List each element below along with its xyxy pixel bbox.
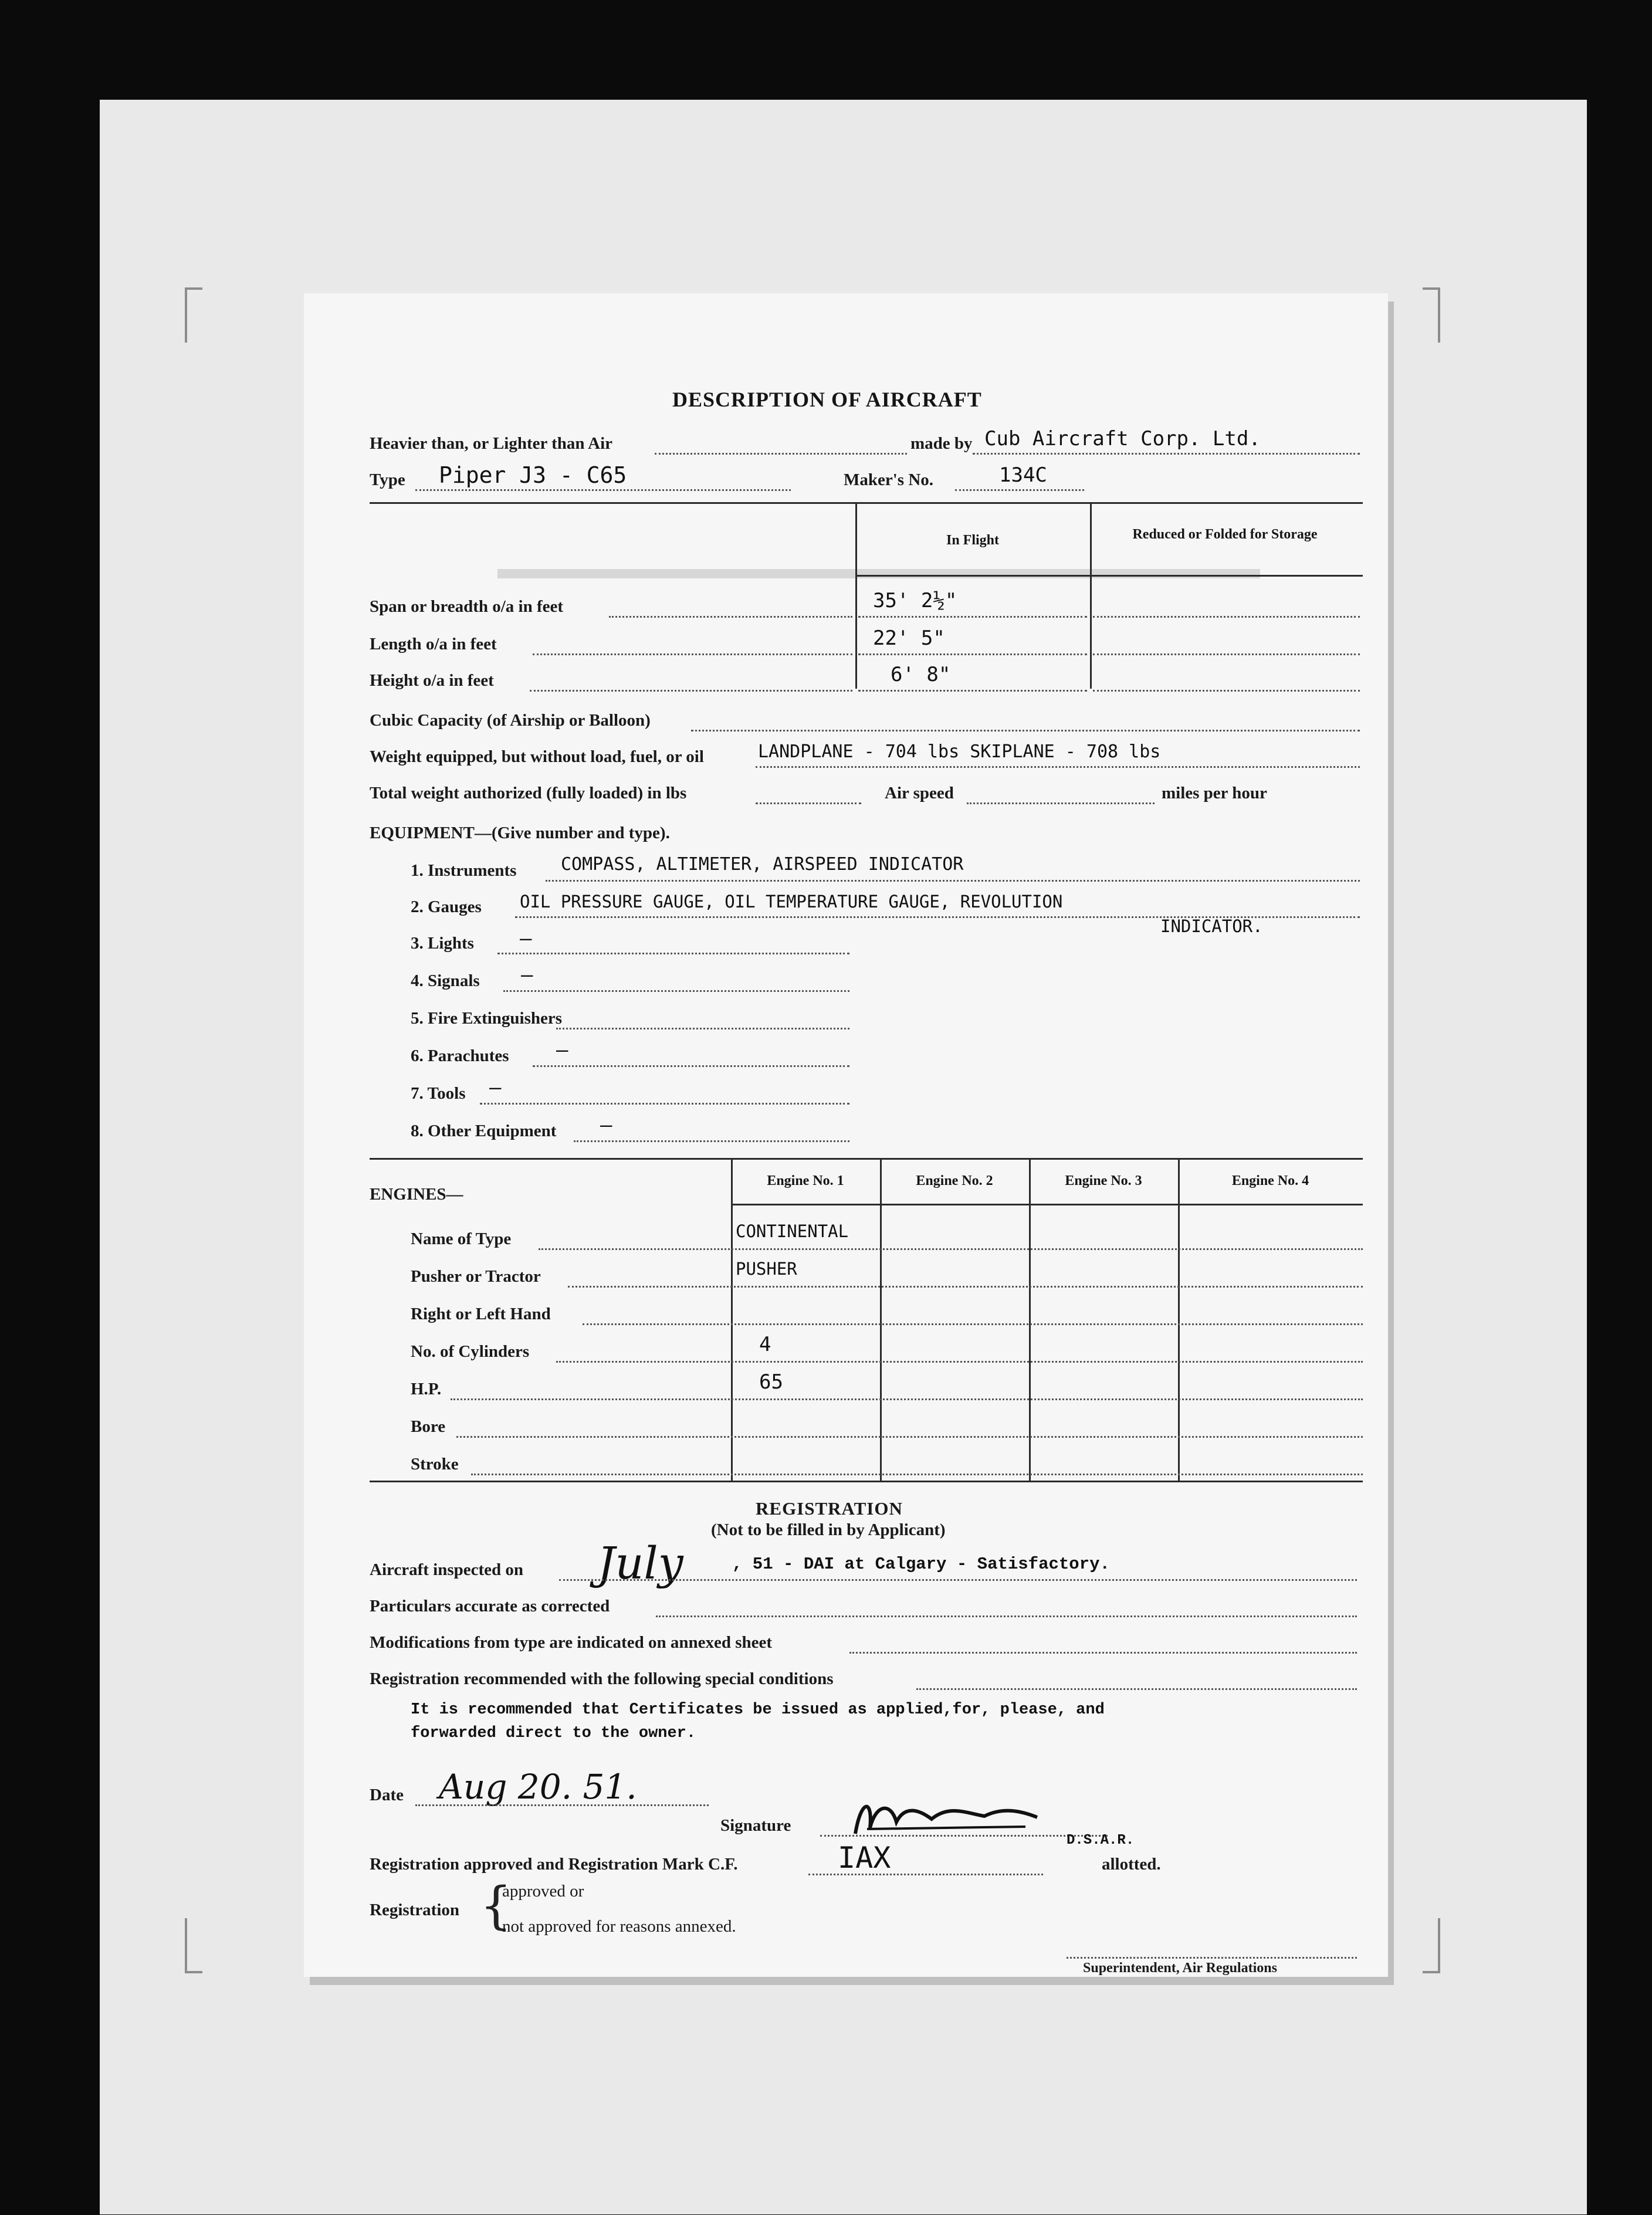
- length-label: Length o/a in feet: [370, 635, 497, 653]
- length-line: [533, 653, 852, 655]
- equip-lights-label: 3. Lights: [411, 934, 474, 953]
- date-label: Date: [370, 1786, 404, 1804]
- aircraft-description-form: [304, 293, 1388, 1977]
- type-line: [415, 489, 791, 491]
- type-label: Type: [370, 470, 405, 489]
- dsar-label: D.S.A.R.: [1067, 1833, 1135, 1848]
- recommended-line: [916, 1688, 1357, 1690]
- engine-hand-line: [583, 1323, 1363, 1325]
- inspected-typed: , 51 - DAI at Calgary - Satisfactory.: [732, 1554, 1110, 1574]
- length-flight-line: [858, 653, 1087, 655]
- equip-signals-value: —: [521, 963, 533, 987]
- made-by-label: made by: [910, 434, 973, 453]
- dim-table-divider-2: [1090, 502, 1092, 689]
- engine-cylinders-label: No. of Cylinders: [411, 1342, 530, 1361]
- engine-type-label: Name of Type: [411, 1230, 512, 1248]
- registration-label: Registration: [370, 1901, 460, 1919]
- length-value: 22' 5": [873, 626, 945, 650]
- signature-label: Signature: [720, 1816, 791, 1835]
- dim-table-divider-1: [855, 502, 857, 689]
- superintendent-rule: [1067, 1957, 1357, 1959]
- equip-tools-value: —: [489, 1076, 502, 1099]
- registration-title: REGISTRATION: [756, 1498, 903, 1519]
- dim-table-top-rule: [370, 502, 1363, 504]
- engine-pusher-label: Pusher or Tractor: [411, 1267, 541, 1286]
- equip-fire-line: [556, 1028, 849, 1029]
- engine-pusher-value: PUSHER: [736, 1259, 797, 1279]
- engine-col-divider-3: [1029, 1158, 1031, 1481]
- air-speed-line: [967, 802, 1155, 804]
- bleed-through-shape: [497, 555, 1260, 590]
- engine-stroke-line: [471, 1474, 1363, 1475]
- engine-type-value: CONTINENTAL: [736, 1221, 849, 1241]
- date-value: Aug 20. 51.: [439, 1767, 637, 1807]
- cubic-line: [691, 730, 1360, 731]
- weight-line: [756, 766, 1360, 768]
- height-line: [530, 690, 852, 692]
- engine-bore-label: Bore: [411, 1417, 446, 1436]
- equip-tools-label: 7. Tools: [411, 1084, 466, 1103]
- registration-brace: {: [480, 1877, 512, 1935]
- equip-fire-label: 5. Fire Extinguishers: [411, 1009, 563, 1028]
- engine-cylinders-value: 4: [759, 1333, 771, 1356]
- engines-label: ENGINES—: [370, 1185, 463, 1204]
- engine-col-3: Engine No. 3: [1065, 1173, 1142, 1188]
- total-weight-line: [756, 802, 861, 804]
- makers-no-label: Maker's No.: [844, 470, 934, 489]
- engine-table-top-rule: [370, 1158, 1363, 1160]
- made-by-value: Cub Aircraft Corp. Ltd.: [984, 427, 1261, 451]
- type-value: Piper J3 - C65: [439, 462, 627, 488]
- engine-col-2: Engine No. 2: [916, 1173, 993, 1188]
- superintendent-label: Superintendent, Air Regulations: [1083, 1960, 1277, 1976]
- equip-other-line: [574, 1140, 849, 1142]
- equip-other-label: 8. Other Equipment: [411, 1122, 557, 1140]
- makers-no-line: [955, 489, 1084, 491]
- height-value: 6' 8": [891, 663, 951, 686]
- engine-type-line: [539, 1248, 1363, 1250]
- inspected-label: Aircraft inspected on: [370, 1560, 524, 1579]
- engine-stroke-label: Stroke: [411, 1455, 459, 1474]
- equip-signals-line: [503, 990, 849, 992]
- equip-lights-value: —: [520, 927, 532, 950]
- made-by-line: [973, 453, 1360, 455]
- engine-cylinders-line: [556, 1361, 1363, 1363]
- equip-lights-line: [497, 953, 849, 954]
- weight-value: LANDPLANE - 704 lbs SKIPLANE - 708 lbs: [758, 741, 1161, 762]
- particulars-line: [656, 1615, 1357, 1617]
- engine-hp-label: H.P.: [411, 1380, 442, 1398]
- recommended-label: Registration recommended with the following special conditions: [370, 1669, 834, 1688]
- engine-bore-line: [456, 1436, 1363, 1438]
- signature-scribble: [849, 1793, 1049, 1845]
- height-storage-line: [1093, 690, 1360, 692]
- mark-line: [808, 1874, 1043, 1875]
- span-line: [609, 616, 852, 618]
- crop-mark-top-left: [185, 287, 202, 343]
- crop-mark-bottom-left: [185, 1918, 202, 1973]
- engine-pusher-line: [568, 1286, 1363, 1288]
- equip-gauges-cont: INDICATOR.: [1160, 916, 1263, 936]
- crop-mark-bottom-right: [1423, 1918, 1440, 1973]
- mark-value: IAX: [838, 1841, 891, 1875]
- allotted-label: allotted.: [1102, 1855, 1161, 1874]
- makers-no-value: 134C: [999, 463, 1047, 487]
- equip-parachutes-value: —: [556, 1038, 568, 1062]
- weight-label: Weight equipped, but without load, fuel, or oil: [370, 747, 704, 766]
- recommended-line-2: forwarded direct to the owner.: [411, 1725, 696, 1742]
- approved-or: approved or: [502, 1882, 584, 1901]
- equip-instruments-value: COMPASS, ALTIMETER, AIRSPEED INDICATOR: [561, 854, 964, 875]
- height-flight-line: [858, 690, 1087, 692]
- heavier-line: [655, 453, 907, 455]
- equip-signals-label: 4. Signals: [411, 971, 480, 990]
- particulars-label: Particulars accurate as corrected: [370, 1597, 610, 1615]
- height-label: Height o/a in feet: [370, 671, 494, 690]
- equip-parachutes-line: [533, 1065, 849, 1067]
- modifications-line: [849, 1652, 1357, 1654]
- equip-tools-line: [480, 1103, 849, 1105]
- equip-instruments-line: [546, 880, 1360, 882]
- form-title: DESCRIPTION OF AIRCRAFT: [672, 388, 982, 411]
- inspected-line: [559, 1579, 1357, 1581]
- recommended-line-1: It is recommended that Certificates be issued as applied,for, please, and: [411, 1701, 1105, 1719]
- cubic-label: Cubic Capacity (of Airship or Balloon): [370, 711, 651, 730]
- engine-header-rule: [731, 1204, 1363, 1205]
- col-in-flight: In Flight: [946, 533, 1000, 548]
- dim-table-header-rule: [855, 575, 1363, 577]
- equip-gauges-label: 2. Gauges: [411, 897, 482, 916]
- engine-hp-line: [451, 1398, 1363, 1400]
- equipment-label: EQUIPMENT—(Give number and type).: [370, 824, 670, 842]
- col-reduced: Reduced or Folded for Storage: [1132, 527, 1318, 542]
- engine-col-4: Engine No. 4: [1231, 1173, 1309, 1188]
- mph-label: miles per hour: [1162, 784, 1267, 802]
- span-label: Span or breadth o/a in feet: [370, 597, 564, 616]
- equip-parachutes-label: 6. Parachutes: [411, 1046, 509, 1065]
- engine-col-divider-2: [880, 1158, 882, 1481]
- crop-mark-top-right: [1423, 287, 1440, 343]
- registration-subtitle: (Not to be filled in by Applicant): [711, 1520, 946, 1539]
- modifications-label: Modifications from type are indicated on annexed sheet: [370, 1633, 773, 1652]
- length-storage-line: [1093, 653, 1360, 655]
- engine-table-bottom-rule: [370, 1481, 1363, 1482]
- heavier-label: Heavier than, or Lighter than Air: [370, 434, 613, 453]
- equip-instruments-label: 1. Instruments: [411, 861, 517, 880]
- total-weight-label: Total weight authorized (fully loaded) in lbs: [370, 784, 687, 802]
- inspected-hand: July: [597, 1537, 683, 1589]
- engine-col-divider-1: [731, 1158, 733, 1481]
- equip-other-value: —: [600, 1113, 612, 1137]
- approved-label: Registration approved and Registration Mark C.F.: [370, 1855, 738, 1874]
- engine-col-divider-4: [1178, 1158, 1180, 1481]
- bleed-through-text: [497, 546, 1260, 590]
- engine-hand-label: Right or Left Hand: [411, 1305, 551, 1323]
- date-line: [415, 1804, 709, 1806]
- engine-col-1: Engine No. 1: [767, 1173, 844, 1188]
- span-storage-line: [1093, 616, 1360, 618]
- span-value: 35' 2½": [873, 589, 957, 612]
- engine-hp-value: 65: [759, 1370, 783, 1394]
- not-approved: not approved for reasons annexed.: [502, 1917, 736, 1936]
- span-flight-line: [858, 616, 1087, 618]
- equip-gauges-value: OIL PRESSURE GAUGE, OIL TEMPERATURE GAUGE, REVOLUTION: [520, 892, 1063, 912]
- air-speed-label: Air speed: [885, 784, 954, 802]
